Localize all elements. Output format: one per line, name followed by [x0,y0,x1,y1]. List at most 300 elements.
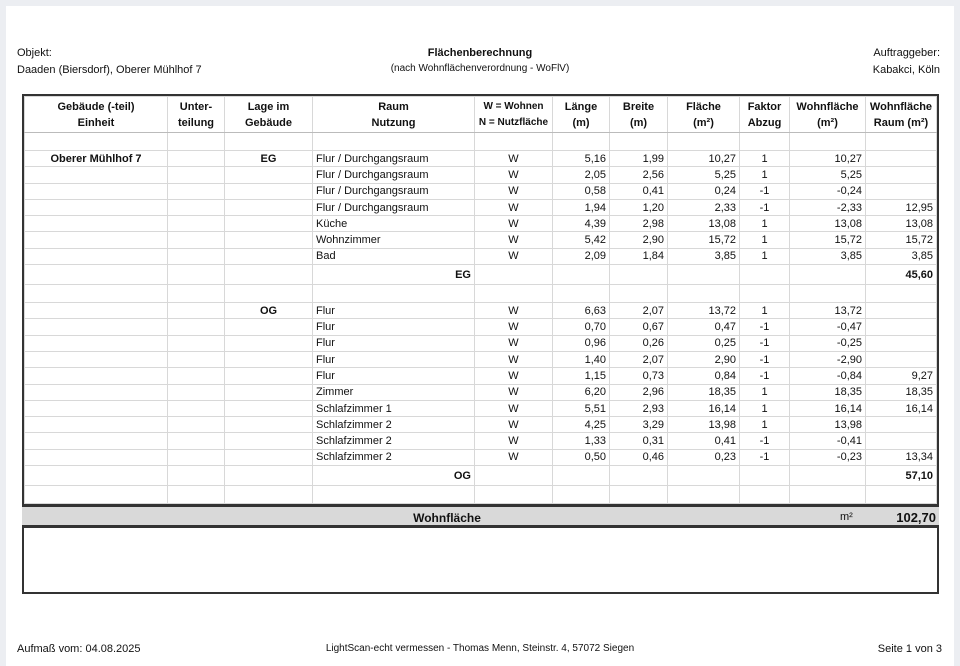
value-cell: 18,35 [668,384,740,400]
value-cell: 15,72 [790,232,866,248]
value-cell: W [475,368,553,384]
value-cell: 12,95 [866,199,937,215]
page-title: Flächenberechnung [427,47,533,59]
building-cell [25,216,168,232]
cell [668,133,740,151]
column-header-line1: Lage im [247,100,290,113]
cell [225,466,313,486]
floor-sum-value: 45,60 [866,265,937,285]
floor-sum-label: OG [313,466,475,486]
value-cell [866,433,937,449]
column-header-line1: Wohnfläche [796,100,859,113]
value-cell: 9,27 [866,368,937,384]
table-row [25,351,937,367]
floor-cell [225,232,313,248]
spacer-row [25,133,937,151]
column-header [740,97,790,133]
value-cell: 1 [740,151,790,167]
value-cell: 2,05 [553,167,610,183]
cell [668,466,740,486]
value-cell: Schlafzimmer 2 [313,417,475,433]
value-cell: 1 [740,303,790,319]
building-cell: Oberer Mühlhof 7 [25,151,168,167]
cell [25,265,168,285]
value-cell: 1 [740,248,790,264]
cell [553,466,610,486]
cell [610,265,668,285]
cell [475,265,553,285]
value-cell: W [475,335,553,351]
cell [25,133,168,151]
value-cell: W [475,303,553,319]
value-cell [866,303,937,319]
cell [25,466,168,486]
value-cell: 0,26 [610,335,668,351]
column-header-line1: Breite [622,100,655,113]
column-header-line2: N = Nutzfläche [478,116,549,128]
value-cell: Schlafzimmer 2 [313,449,475,465]
cell [168,384,225,400]
value-cell: 10,27 [668,151,740,167]
value-cell: 4,25 [553,417,610,433]
value-cell: -1 [740,368,790,384]
cell [25,285,168,303]
cell [168,486,225,504]
value-cell: Flur [313,351,475,367]
value-cell: 2,07 [610,351,668,367]
value-cell: 5,25 [668,167,740,183]
floor-cell [225,248,313,264]
value-cell: 18,35 [790,384,866,400]
building-cell [25,248,168,264]
column-header-line1: Gebäude (-teil) [57,100,135,113]
cell [168,167,225,183]
building-cell [25,384,168,400]
value-cell: 13,98 [668,417,740,433]
value-cell [866,351,937,367]
value-cell: 0,47 [668,319,740,335]
value-cell: W [475,417,553,433]
cell [790,133,866,151]
value-cell: Wohnzimmer [313,232,475,248]
value-cell: -0,41 [790,433,866,449]
cell [668,486,740,504]
column-header [790,97,866,133]
value-cell: 0,41 [668,433,740,449]
value-cell: 0,67 [610,319,668,335]
cell [740,486,790,504]
footer-page: Seite 1 von 3 [877,643,942,655]
value-cell [866,335,937,351]
value-cell: 3,85 [866,248,937,264]
page-subtitle: (nach Wohnflächenverordnung - WoFlV) [390,63,570,74]
table-row [25,151,937,167]
value-cell: -1 [740,351,790,367]
cell [475,285,553,303]
column-header-line2: (m) [572,116,590,129]
value-cell: 15,72 [866,232,937,248]
value-cell: W [475,232,553,248]
table-row [25,232,937,248]
cell [313,285,475,303]
value-cell: -1 [740,199,790,215]
floor-cell [225,368,313,384]
floor-sum-row [25,265,937,285]
value-cell: 0,73 [610,368,668,384]
value-cell [866,151,937,167]
value-cell: 15,72 [668,232,740,248]
value-cell: 1,20 [610,199,668,215]
footer-company: LightScan-echt vermessen - Thomas Menn, Steinstr. 4, 57072 Siegen [325,643,635,654]
cell [610,486,668,504]
floor-cell [225,417,313,433]
value-cell: 5,42 [553,232,610,248]
floor-cell [225,433,313,449]
value-cell: 13,08 [668,216,740,232]
cell [740,466,790,486]
cell [168,133,225,151]
table-row [25,417,937,433]
value-cell: W [475,216,553,232]
building-cell [25,417,168,433]
column-header-line1: Unter- [179,100,213,113]
value-cell: Flur [313,368,475,384]
floor-sum-value: 57,10 [866,466,937,486]
table-row [25,319,937,335]
column-header-line1: Fläche [686,100,721,113]
table-row [25,368,937,384]
floor-cell [225,384,313,400]
value-cell: 2,56 [610,167,668,183]
floor-cell: EG [225,151,313,167]
value-cell: Bad [313,248,475,264]
table-row [25,449,937,465]
value-cell: W [475,319,553,335]
value-cell: 5,16 [553,151,610,167]
cell [790,285,866,303]
cell [866,133,937,151]
value-cell: W [475,248,553,264]
client-label: Auftraggeber: [873,47,940,59]
value-cell: 1 [740,232,790,248]
column-header-line1: Raum [378,100,409,113]
column-header-line2: Raum (m²) [873,116,929,129]
value-cell: -1 [740,183,790,199]
area-table [22,94,939,506]
value-cell: 13,08 [790,216,866,232]
value-cell: Flur / Durchgangsraum [313,183,475,199]
cell [740,265,790,285]
table-row [25,216,937,232]
building-cell [25,167,168,183]
value-cell: 6,20 [553,384,610,400]
value-cell: 0,96 [553,335,610,351]
value-cell: W [475,151,553,167]
table-header [25,97,937,133]
cell [553,486,610,504]
total-unit: m² [840,511,853,523]
cell [168,466,225,486]
value-cell: -2,33 [790,199,866,215]
value-cell: 0,58 [553,183,610,199]
column-header-line2: (m²) [693,116,714,129]
cell [225,285,313,303]
column-header-line2: Abzug [747,116,782,129]
value-cell: 10,27 [790,151,866,167]
value-cell: 1,99 [610,151,668,167]
building-cell [25,319,168,335]
value-cell: 2,09 [553,248,610,264]
cell [168,151,225,167]
value-cell: 1,33 [553,433,610,449]
value-cell: W [475,449,553,465]
cell [553,285,610,303]
building-cell [25,400,168,416]
column-header-line2: Gebäude [244,116,293,129]
value-cell: 3,29 [610,417,668,433]
floor-sum-label: EG [313,265,475,285]
value-cell: 0,50 [553,449,610,465]
value-cell [866,167,937,183]
cell [168,433,225,449]
cell [610,466,668,486]
value-cell: 13,98 [790,417,866,433]
column-header [168,97,225,133]
value-cell: Flur [313,335,475,351]
value-cell: 2,33 [668,199,740,215]
building-cell [25,183,168,199]
object-value: Daaden (Biersdorf), Oberer Mühlhof 7 [17,64,202,76]
column-header-line2: Einheit [77,116,115,129]
total-label: Wohnfläche [413,511,481,525]
value-cell: Schlafzimmer 1 [313,400,475,416]
column-header-line1: Wohnfläche [869,100,933,113]
column-header [475,97,553,133]
cell [225,486,313,504]
cell [168,449,225,465]
value-cell: Küche [313,216,475,232]
spacer-row [25,486,937,504]
value-cell: W [475,183,553,199]
building-cell [25,351,168,367]
floor-cell [225,216,313,232]
total-row [22,504,939,528]
value-cell: -0,23 [790,449,866,465]
value-cell: 2,90 [610,232,668,248]
total-value: 102,70 [896,510,936,525]
column-header-line2: (m²) [817,116,838,129]
cell [475,133,553,151]
column-header [610,97,668,133]
value-cell: 16,14 [790,400,866,416]
value-cell: Flur / Durchgangsraum [313,167,475,183]
value-cell: W [475,199,553,215]
cell [225,265,313,285]
column-header-line2: teilung [177,116,215,129]
value-cell: Flur [313,303,475,319]
value-cell: 16,14 [668,400,740,416]
cell [610,133,668,151]
value-cell: 0,70 [553,319,610,335]
cell [790,265,866,285]
value-cell: 2,07 [610,303,668,319]
value-cell: 2,93 [610,400,668,416]
cell [313,486,475,504]
cell [553,133,610,151]
value-cell: 0,23 [668,449,740,465]
floor-cell [225,183,313,199]
value-cell: 1,94 [553,199,610,215]
floor-cell [225,335,313,351]
value-cell: 3,85 [668,248,740,264]
cell [168,417,225,433]
column-header [225,97,313,133]
value-cell: W [475,433,553,449]
floor-cell [225,449,313,465]
building-cell [25,232,168,248]
value-cell: -0,25 [790,335,866,351]
value-cell: Flur [313,319,475,335]
table-row [25,433,937,449]
value-cell: W [475,400,553,416]
value-cell: W [475,351,553,367]
cell [168,232,225,248]
table-row [25,303,937,319]
table-row [25,335,937,351]
value-cell [866,183,937,199]
cell [740,285,790,303]
floor-cell: OG [225,303,313,319]
footer-date: Aufmaß vom: 04.08.2025 [17,643,141,655]
column-header [25,97,168,133]
value-cell: W [475,167,553,183]
floor-cell [225,167,313,183]
value-cell: -0,24 [790,183,866,199]
value-cell: W [475,384,553,400]
floor-cell [225,319,313,335]
value-cell: 0,31 [610,433,668,449]
table-row [25,384,937,400]
cell [866,486,937,504]
value-cell: 0,25 [668,335,740,351]
building-cell [25,303,168,319]
value-cell: 1 [740,216,790,232]
cell [168,285,225,303]
cell [168,199,225,215]
building-cell [25,449,168,465]
table-row [25,248,937,264]
value-cell: 16,14 [866,400,937,416]
cell [168,400,225,416]
value-cell: 1 [740,384,790,400]
value-cell: 1 [740,167,790,183]
value-cell: 2,96 [610,384,668,400]
value-cell: 0,46 [610,449,668,465]
value-cell: 1,84 [610,248,668,264]
value-cell: Flur / Durchgangsraum [313,199,475,215]
value-cell: -1 [740,449,790,465]
empty-area [22,528,939,594]
value-cell: 13,08 [866,216,937,232]
cell [25,486,168,504]
building-cell [25,368,168,384]
floor-cell [225,199,313,215]
value-cell: 5,25 [790,167,866,183]
floor-cell [225,351,313,367]
cell [790,466,866,486]
value-cell: -0,84 [790,368,866,384]
table-row [25,183,937,199]
value-cell: 2,90 [668,351,740,367]
document-page [6,6,954,666]
cell [668,265,740,285]
value-cell: -0,47 [790,319,866,335]
cell [168,319,225,335]
value-cell: -2,90 [790,351,866,367]
cell [168,248,225,264]
value-cell: 6,63 [553,303,610,319]
value-cell: 5,51 [553,400,610,416]
table-row [25,199,937,215]
cell [168,216,225,232]
value-cell: 0,24 [668,183,740,199]
value-cell: 0,84 [668,368,740,384]
cell [168,335,225,351]
cell [866,285,937,303]
table-row [25,167,937,183]
value-cell [866,417,937,433]
value-cell: Flur / Durchgangsraum [313,151,475,167]
value-cell: 13,72 [668,303,740,319]
value-cell: 3,85 [790,248,866,264]
cell [475,486,553,504]
object-label: Objekt: [17,47,52,59]
cell [168,265,225,285]
column-header [668,97,740,133]
cell [553,265,610,285]
value-cell: 0,41 [610,183,668,199]
cell [610,285,668,303]
column-header [866,97,937,133]
value-cell: 1,40 [553,351,610,367]
value-cell: 13,72 [790,303,866,319]
value-cell: -1 [740,433,790,449]
building-cell [25,335,168,351]
value-cell: 4,39 [553,216,610,232]
cell [668,285,740,303]
client-value: Kabakci, Köln [872,64,940,76]
value-cell: 2,98 [610,216,668,232]
value-cell: Schlafzimmer 2 [313,433,475,449]
floor-cell [225,400,313,416]
column-header-line2: (m) [629,116,648,129]
column-header-line2: Nutzung [371,116,416,129]
cell [168,368,225,384]
value-cell: 1 [740,400,790,416]
cell [168,303,225,319]
cell [225,133,313,151]
value-cell: Zimmer [313,384,475,400]
value-cell: 1,15 [553,368,610,384]
column-header [313,97,475,133]
cell [475,466,553,486]
building-cell [25,199,168,215]
cell [168,183,225,199]
spacer-row [25,285,937,303]
cell [740,133,790,151]
column-header-line1: W = Wohnen [483,100,544,112]
building-cell [25,433,168,449]
